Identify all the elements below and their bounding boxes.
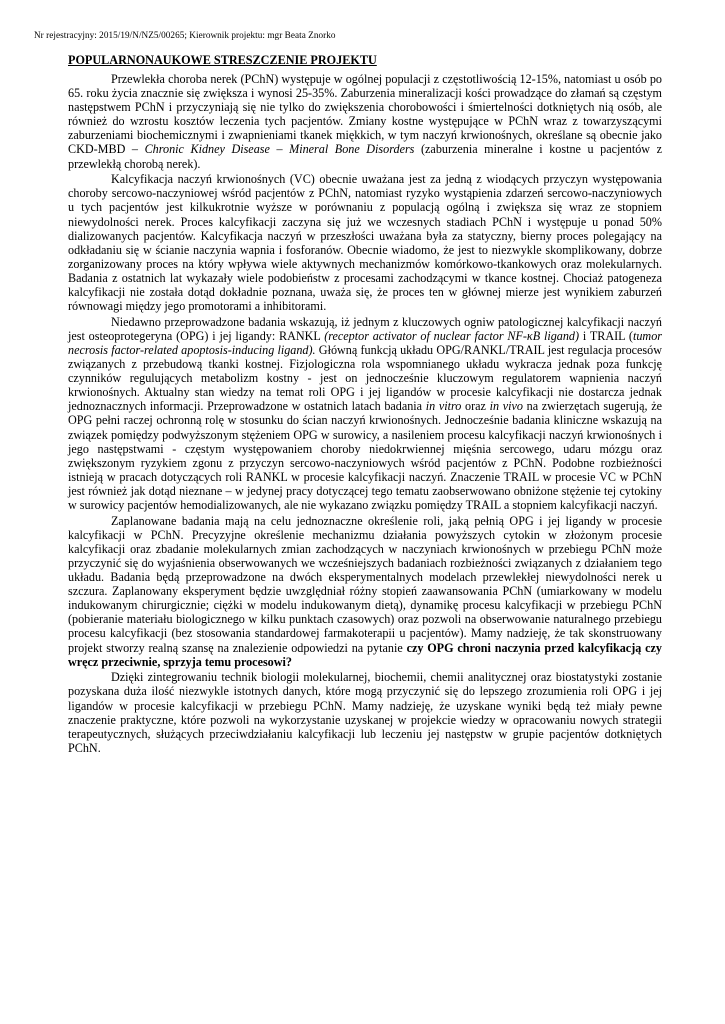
paragraph-1-text: Przewlekła choroba nerek (PChN) występuje w ogólnej populacji z częstotliwością 12-15%, natomiast u osób po 65. roku życia znacznie się zwiększa i wynosi 25-35%. Zaburzenia mineralizacji kości prowadzące do złamań są częstym następstwem PChN i przyczyniają się nie tylko do zwiększenia chorobowości i śmiertelności dotkniętych nią osób, ale również do wzrostu kosztów leczenia tych pacjentów. Zmiany kostne występujące w PChN wraz z towarzyszącymi zaburzeniami biochemicznymi i zwapnieniami tkanek miękkich, w tym naczyń krwionośnych, określane są obecnie jako CKD-MBD – xyxy=(68,72,662,157)
paragraph-3-italic-trail: tumor necrosis factor-related apoptosis-inducing ligand). xyxy=(68,328,662,357)
paragraph-1 xyxy=(68,72,662,171)
paragraph-4 xyxy=(68,514,662,669)
paragraph-3-text-c: i TRAIL ( xyxy=(579,328,633,343)
paragraph-3-italic-rankl: (receptor activator of nuclear factor NF-κB ligand) xyxy=(324,328,580,343)
paragraph-3-text-g: oraz xyxy=(461,399,490,414)
paragraph-4-text: Zaplanowane badania mają na celu jednoznaczne określenie roli, jaką pełnią OPG i jej ligandy w procesie kalcyfikacji w PChN. Precyzyjne określenie mechanizmu działania powyższych cytokin w złożonym procesie kalcyfikacji oraz zbadanie molekularnych zmian zachodzących w naczyniach krwionośnych w przebiegu PChN może przyczynić się do wyjaśnienia obserwowanych we wcześniejszych badaniach rozbieżności związanych z działaniem tego układu. Badania będą przeprowadzone na dwóch eksperymentalnych modelach przewlekłej niewydolności nerek u szczura. Zaplanowany eksperyment będzie uwzględniał różny stopień zaawansowania PChN (umiarkowany w modelu indukowanym chirurgicznie; ciężki w modelu indukowanym dietą), dynamikę procesu kalcyfikacji w przebiegu PChN (pobieranie materiału biologicznego w kilku punktach czasowych) oraz pozwoli na obserwowanie naturalnego przebiegu procesu kalcyfikacji (bez stosowania standardowej farmakoterapii u pacjentów). Mamy nadzieję, że tak skonstruowany projekt stworzy realną szansę na znalezienie odpowiedzi na pytanie xyxy=(68,513,662,655)
registration-header: Nr rejestracyjny: 2015/19/N/NZ5/00265; Kierownik projektu: mgr Beata Znorko xyxy=(34,30,336,40)
paragraph-4-bold-question: czy OPG chroni naczynia przed kalcyfikacją czy wręcz przeciwnie, sprzyja temu procesowi? xyxy=(68,640,662,669)
paragraph-3-text-i: na zwierzętach sugerują, że OPG pełni raczej ochronną rolę w stosunku do ścian naczyń krwionośnych. Jednocześnie badania kliniczne wskazują na związek pomiędzy podwyższonym stężeniem OPG w surowicy, a nasileniem procesu kalcyfikacji naczyń krwionośnych i jego następstwami - częstym występowaniem choroby niedokrwiennej mięśnia sercowego, udaru mózgu oraz zwiększonym ryzykiem zgonu z przyczyn sercowo-naczyniowych wśród pacjentów z PChN. Podobne rozbieżności istnieją w pracach dotyczących roli RANKL w procesie kalcyfikacji naczyń. Znaczenie TRAIL w procesie VC w PChN jest również jak dotąd nieznane – w jedynej pracy dotyczącej tego tematu zaobserwowano obniżone stężenie tej cytokiny w surowicy pacjentów hemodializowanych, ale nie wykazano związku pomiędzy TRAIL a stopniem kalcyfikacji naczyń. xyxy=(68,399,663,512)
document-body xyxy=(68,72,662,755)
paragraph-3-text-a: Niedawno przeprowadzone badania wskazują, iż jednym z kluczowych ogniw patologicznej kalcyfikacji naczyń jest osteoprotegeryna (OPG) i jej ligandy: RANKL xyxy=(68,314,662,343)
paragraph-1-text-end: (zaburzenia mineralne i kostne u pacjentów z przewlekłą chorobą nerek). xyxy=(68,142,662,171)
paragraph-1-italic: Chronic Kidney Disease – Mineral Bone Disorders xyxy=(144,142,415,157)
paragraph-5: Dzięki zintegrowaniu technik biologii molekularnej, biochemii, chemii analitycznej oraz biostatystyki zostanie pozyskana duża ilość niezwykle istotnych danych, które mogą przyczynić się do lepszego zrozumienia roli OPG i jej ligandów w procesie kalcyfikacji w przebiegu PChN. Mamy nadzieję, że uzyskane wyniki będą też miały pewne znaczenie praktyczne, które pozwoli na wykorzystanie uzyskanej w projekcie wiedzy w opracowaniu nowych strategii terapeutycznych, służących przeciwdziałaniu kalcyfikacji lub leczeniu jej następstw w grupie pacjentów dotkniętych PChN. xyxy=(68,670,662,755)
paragraph-3-text-e: Główną funkcją układu OPG/RANKL/TRAIL jest regulacja procesów związanych z przebudową tkanki kostnej. Fizjologiczna rola wspomnianego układu wykracza jednak poza funkcję czynników regulujących metabolizm kostny - jest on jednocześnie kluczowym regulatorem wapnienia naczyń krwionośnych. Aktualny stan wiedzy na temat roli OPG i jej ligandów w procesie kalcyfikacji nie dostarcza jednak jednoznacznych informacji. Przeprowadzone w ostatnich latach badania xyxy=(68,342,662,414)
paragraph-3-italic-in-vivo: in vivo xyxy=(489,399,523,414)
paragraph-2: Kalcyfikacja naczyń krwionośnych (VC) obecnie uważana jest za jedną z wiodących przyczyn występowania choroby sercowo-naczyniowej wśród pacjentów z PChN, natomiast ryzyko wystąpienia zdarzeń sercowo-naczyniowych u tych pacjentów jest kilkukrotnie wyższe w porównaniu z populacją ogólną i zwiększa się wraz ze stopniem niewydolności nerek. Proces kalcyfikacji zaczyna się już we wczesnych stadiach PChN i występuje u ponad 50% dializowanych pacjentów. Kalcyfikacja naczyń w przeszłości uważana była za statyczny, bierny proces polegający na odkładaniu się w ścianie naczynia wapnia i fosforanów. Obecnie wiadomo, że jest to niezwykle skomplikowany, dobrze zorganizowany proces na który wpływa wiele aktywnych mechanizmów komórkowo-tkankowych oraz molekularnych. Badania z ostatnich lat wykazały wiele podobieństw z procesami zachodzącymi w tkance kostnej. Chociaż patogeneza kalcyfikacji nie została dotąd dokładnie poznana, uważa się, że proces ten w głównej mierze jest wynikiem zaburzeń równowagi między jego promotorami a inhibitorami. xyxy=(68,172,662,314)
paragraph-3 xyxy=(68,315,662,512)
paragraph-3-italic-in-vitro: in vitro xyxy=(425,399,462,414)
document-title: POPULARNONAUKOWE STRESZCZENIE PROJEKTU xyxy=(68,53,377,67)
